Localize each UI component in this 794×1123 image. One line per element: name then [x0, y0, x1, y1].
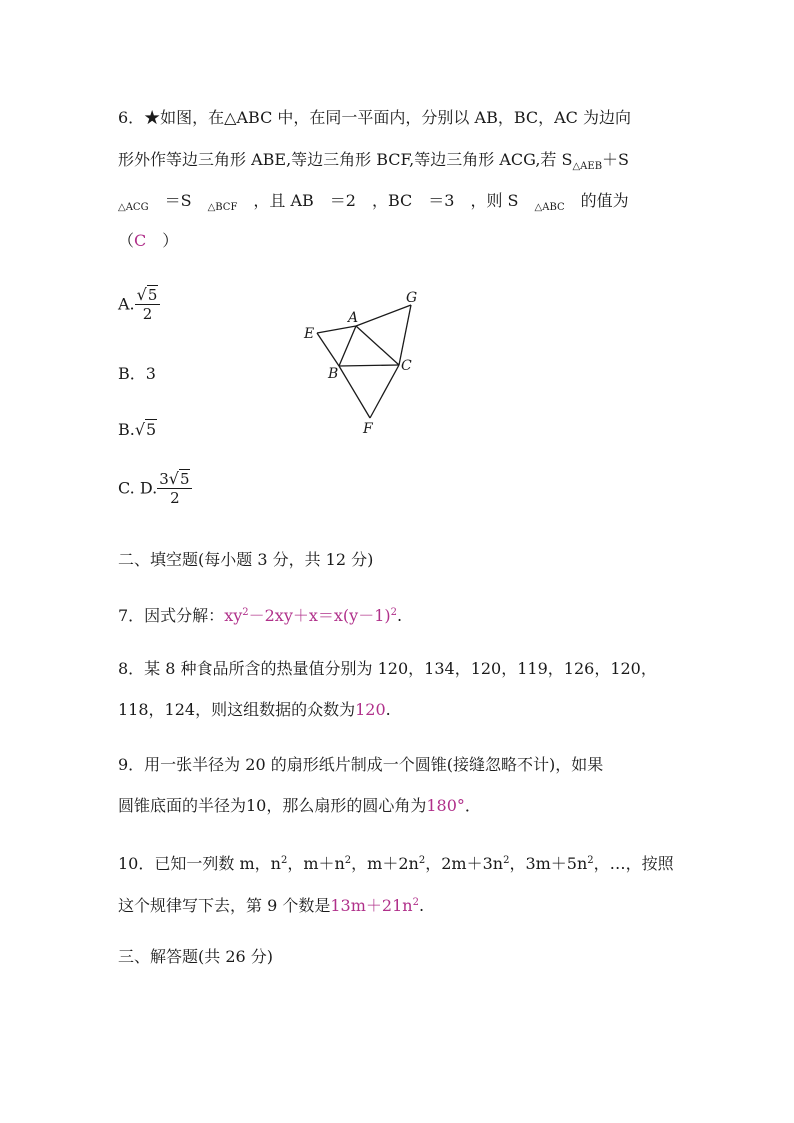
section-3-heading: 三、解答题(共 26 分) [118, 947, 274, 966]
sqrt-icon: √ [168, 469, 179, 488]
q6-sub-acg: △ACG [118, 202, 149, 213]
q6-line1: 6．★如图，在△ABC 中，在同一平面内，分别以 AB，BC，AC 为边向 [118, 108, 632, 127]
sqrt-icon: √ [136, 285, 147, 304]
q8-line1: 8．某 8 种食品所含的热量值分别为 120，134，120，119，126，120， [118, 659, 657, 678]
q10-suffix: . [418, 896, 425, 915]
edge-eb [317, 333, 339, 366]
paren-close: ） [162, 231, 179, 250]
q6-line2 [118, 150, 629, 177]
option-cd-fraction [157, 470, 192, 507]
edge-ea [317, 326, 356, 333]
edge-ag [356, 305, 411, 326]
q7-answer-b: －2xy＋x＝x(y－1) [248, 606, 391, 625]
option-b1 [118, 364, 156, 384]
label-f: F [363, 421, 373, 437]
q6-answer: C [134, 231, 147, 250]
q10-seg3: ，m＋2n [351, 854, 419, 873]
q7-sup2: 2 [390, 607, 397, 618]
q10-answer-a: 13m＋21n [330, 896, 413, 915]
q7-prefix: 7．因式分解： [118, 606, 225, 625]
q9-suffix: ． [464, 796, 481, 815]
q6-line2-plus: ＋S [602, 150, 630, 169]
option-a-label: A. [118, 294, 135, 314]
edge-ab [339, 326, 356, 366]
q8-line2-text: 118，124，则这组数据的众数为 [118, 700, 356, 719]
option-b1-value: 3 [145, 364, 156, 383]
q7-answer [224, 606, 397, 625]
option-a-radicand: 5 [147, 286, 158, 304]
q10-line2 [118, 893, 424, 916]
option-b2-label: B. [118, 420, 135, 439]
sqrt-icon: √ [134, 420, 146, 439]
option-cd-label: C. D. [118, 478, 158, 498]
q10-seg6: ，…，按照 [593, 854, 674, 873]
q10-answer [330, 896, 419, 915]
q8-suffix: . [385, 700, 391, 719]
q6-line3-cond: ，且 AB ＝2 ，BC ＝3 ，则 S [253, 191, 519, 210]
edge-bc [339, 365, 399, 366]
label-c: C [401, 358, 412, 374]
option-cd-denominator: 2 [157, 488, 192, 507]
q6-answer-line [118, 231, 178, 251]
q10-sup5: 2 [587, 855, 594, 866]
option-a [118, 286, 160, 330]
label-b: B [328, 366, 339, 382]
q9-line2-text: 圆锥底面的半径为10，那么扇形的圆心角为 [118, 796, 427, 815]
q6-line3-tail: 的值为 [580, 191, 629, 210]
edge-gc [399, 305, 411, 365]
q6-line3 [118, 191, 629, 218]
q10-seg2: ，m＋n [287, 854, 345, 873]
q7-answer-a: xy [224, 606, 243, 625]
q10-line1 [118, 851, 674, 874]
q6-sub-aeb: △AEB [572, 161, 603, 172]
option-b1-label: B． [118, 364, 146, 383]
q10-sup1: 2 [280, 855, 288, 866]
q10-seg1: 10．已知一列数 m，n [118, 854, 281, 873]
q10-sup2: 2 [344, 855, 352, 866]
section-2-heading: 二、填空题(每小题 3 分，共 12 分) [118, 550, 374, 569]
q9-line1: 9．用一张半径为 20 的扇形纸片制成一个圆锥(接缝忽略不计)，如果 [118, 755, 604, 774]
q7-suffix: . [397, 606, 403, 625]
q9-line2 [118, 796, 481, 816]
q10-seg5: ，3m＋5n [509, 854, 588, 873]
q8-line2 [118, 700, 391, 720]
q6-line3-eq: ＝S [164, 191, 192, 210]
paren-open: （ [118, 231, 135, 250]
label-e: E [304, 326, 315, 342]
q6-sub-abc: △ABC [534, 202, 565, 213]
q10-line2-text: 这个规律写下去，第 9 个数是 [118, 896, 331, 915]
q8-answer: 120 [355, 700, 386, 719]
q6-sub-bcf: △BCF [207, 202, 238, 213]
q6-line2-text: 形外作等边三角形 ABE,等边三角形 BCF,等边三角形 ACG,若 S [118, 150, 573, 169]
option-a-fraction [135, 286, 161, 323]
edge-ac [356, 326, 399, 365]
q10-seg4: ，2m＋3n [425, 854, 504, 873]
q10-sup4: 2 [503, 855, 510, 866]
edge-bf [339, 366, 370, 418]
triangle-figure [300, 290, 440, 440]
edge-cf [370, 365, 399, 418]
q7 [118, 603, 402, 626]
q10-answer-sup: 2 [412, 897, 419, 908]
option-b2 [118, 420, 157, 440]
q10-sup3: 2 [418, 855, 426, 866]
label-g: G [406, 290, 418, 306]
option-cd-coef: 3 [159, 470, 169, 488]
label-a: A [348, 310, 359, 326]
option-a-denominator: 2 [135, 304, 161, 323]
option-b2-radicand: 5 [146, 420, 157, 439]
q7-sup1: 2 [242, 607, 249, 618]
option-cd [118, 470, 192, 516]
option-cd-radicand: 5 [179, 470, 190, 488]
q9-answer: 180° [426, 796, 465, 815]
